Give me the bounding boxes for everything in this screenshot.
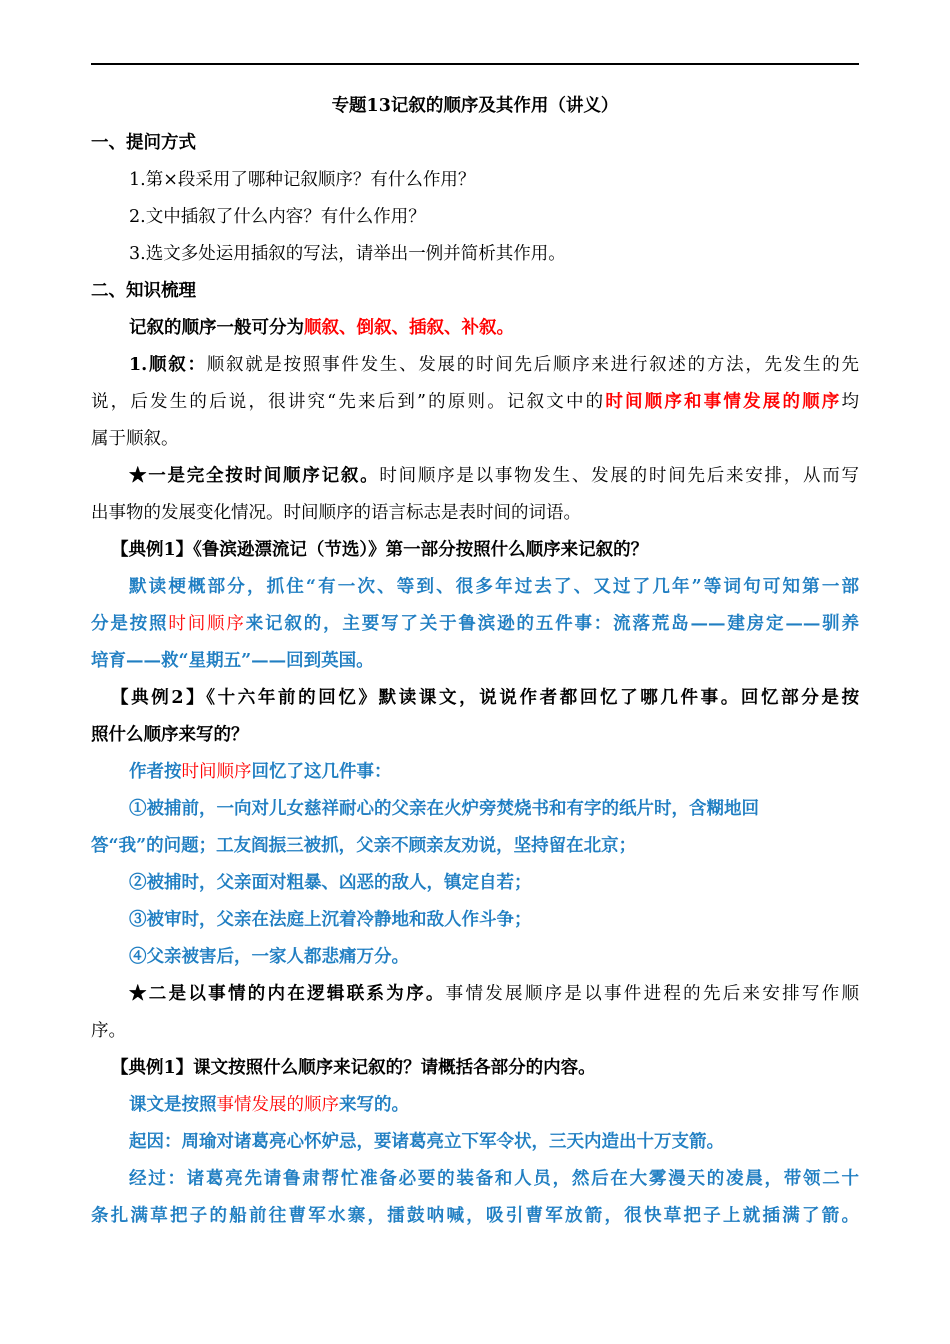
example-2-answer-0 xyxy=(91,754,859,791)
section-heading-2: 二、知识梳理 xyxy=(91,281,196,301)
point-1-line-1 xyxy=(91,458,859,495)
example-3-question: 【典例1】课文按照什么顺序来记叙的？请概括各部分的内容。 xyxy=(111,1058,596,1078)
point-2-line-1 xyxy=(91,976,859,1013)
question-3: 3.选文多处运用插叙的写法，请举出一例并简析其作用。 xyxy=(129,244,566,264)
shunxu-highlight: 时间顺序和事情发展的顺序 xyxy=(605,392,842,412)
point-2-text-1: 事情发展顺序是以事件进程的先后来安排写作顺 xyxy=(445,984,860,1004)
question-2: 2.文中插叙了什么内容？有什么作用？ xyxy=(129,207,426,227)
example-2-answer-0a: 作者按 xyxy=(129,762,182,782)
example-3-answer-0 xyxy=(91,1087,859,1124)
example-3-highlight: 事情发展的顺序 xyxy=(216,1095,339,1115)
example-3-answer-3: 条扎满草把子的船前往曹军水寨，擂鼓呐喊，吸引曹军放箭，很快草把子上就插满了箭。 xyxy=(91,1206,859,1226)
example-2-highlight: 时间顺序 xyxy=(181,762,252,782)
example-1-answer-2a: 分是按照 xyxy=(91,614,169,634)
example-1-question: 【典例1】《鲁滨逊漂流记（节选）》第一部分按照什么顺序来记叙的？ xyxy=(111,540,649,560)
example-2-answer-3: ②被捕时，父亲面对粗暴、凶恶的敌人，镇定自若； xyxy=(129,873,532,893)
example-1-answer-2 xyxy=(91,606,859,643)
intro-line xyxy=(91,310,859,347)
example-3-answer-0c: 来写的。 xyxy=(339,1095,409,1115)
section-heading-1: 一、提问方式 xyxy=(91,133,196,153)
document-page xyxy=(91,88,859,1235)
shunxu-label: 1.顺叙： xyxy=(129,355,207,375)
intro-text: 记叙的顺序一般可分为 xyxy=(129,318,304,338)
example-2-answer-5: ④父亲被害后，一家人都悲痛万分。 xyxy=(129,947,409,967)
shunxu-text-2c: 均 xyxy=(841,392,859,412)
example-2-answer-2: 答“我”的问题；工友阎振三被抓，父亲不顾亲友劝说，坚持留在北京； xyxy=(91,836,637,856)
example-1-answer-3: 培育——救“星期五”——回到英国。 xyxy=(91,651,374,671)
point-1-heading: ★一是完全按时间顺序记叙。 xyxy=(129,466,380,486)
example-2-question-1: 【典例2】《十六年前的回忆》默读课文，说说作者都回忆了哪几件事。回忆部分是按 xyxy=(111,688,859,708)
point-2-heading: ★二是以事情的内在逻辑联系为序。 xyxy=(129,984,446,1004)
shunxu-text-1: 顺叙就是按照事件发生、发展的时间先后顺序来进行叙述的方法，先发生的先 xyxy=(206,355,859,375)
example-3-answer-1: 起因：周瑜对诸葛亮心怀妒忌，要诸葛亮立下军令状，三天内造出十万支箭。 xyxy=(129,1132,724,1152)
example-3-answer-0a: 课文是按照 xyxy=(129,1095,217,1115)
point-2-line-2: 序。 xyxy=(91,1021,126,1041)
example-2-answer-1: ①被捕前，一向对儿女慈祥耐心的父亲在火炉旁焚烧书和有字的纸片时，含糊地回 xyxy=(129,799,759,819)
shunxu-line-3: 属于顺叙。 xyxy=(91,429,179,449)
point-1-text-1: 时间顺序是以事物发生、发展的时间先后来安排，从而写 xyxy=(379,466,860,486)
example-2-answer-0c: 回忆了这几件事： xyxy=(251,762,392,782)
example-2-answer-4: ③被审时，父亲在法庭上沉着冷静地和敌人作斗争； xyxy=(129,910,532,930)
intro-highlight: 顺叙、倒叙、插叙、补叙。 xyxy=(304,318,514,338)
example-3-answer-2: 经过：诸葛亮先请鲁肃帮忙准备必要的装备和人员，然后在大雾漫天的凌晨，带领二十 xyxy=(129,1169,859,1189)
question-1: 1.第×段采用了哪种记叙顺序？有什么作用？ xyxy=(129,170,476,190)
example-1-answer-2c: 来记叙的，主要写了关于鲁滨逊的五件事：流落荒岛——建房定——驯养 xyxy=(245,614,860,634)
shunxu-line-2 xyxy=(91,384,859,421)
example-1-answer-1: 默读梗概部分，抓住“有一次、等到、很多年过去了、又过了几年”等词句可知第一部 xyxy=(129,577,859,597)
example-2-question-2: 照什么顺序来写的？ xyxy=(91,725,249,745)
shunxu-line-1 xyxy=(91,347,859,384)
point-1-line-2: 出事物的发展变化情况。时间顺序的语言标志是表时间的词语。 xyxy=(91,503,581,523)
example-1-highlight: 时间顺序 xyxy=(168,614,246,634)
top-rule xyxy=(91,63,859,65)
page-title: 专题13记叙的顺序及其作用（讲义） xyxy=(331,96,619,116)
shunxu-text-2a: 说，后发生的后说，很讲究“先来后到”的原则。记叙文中的 xyxy=(91,392,606,412)
